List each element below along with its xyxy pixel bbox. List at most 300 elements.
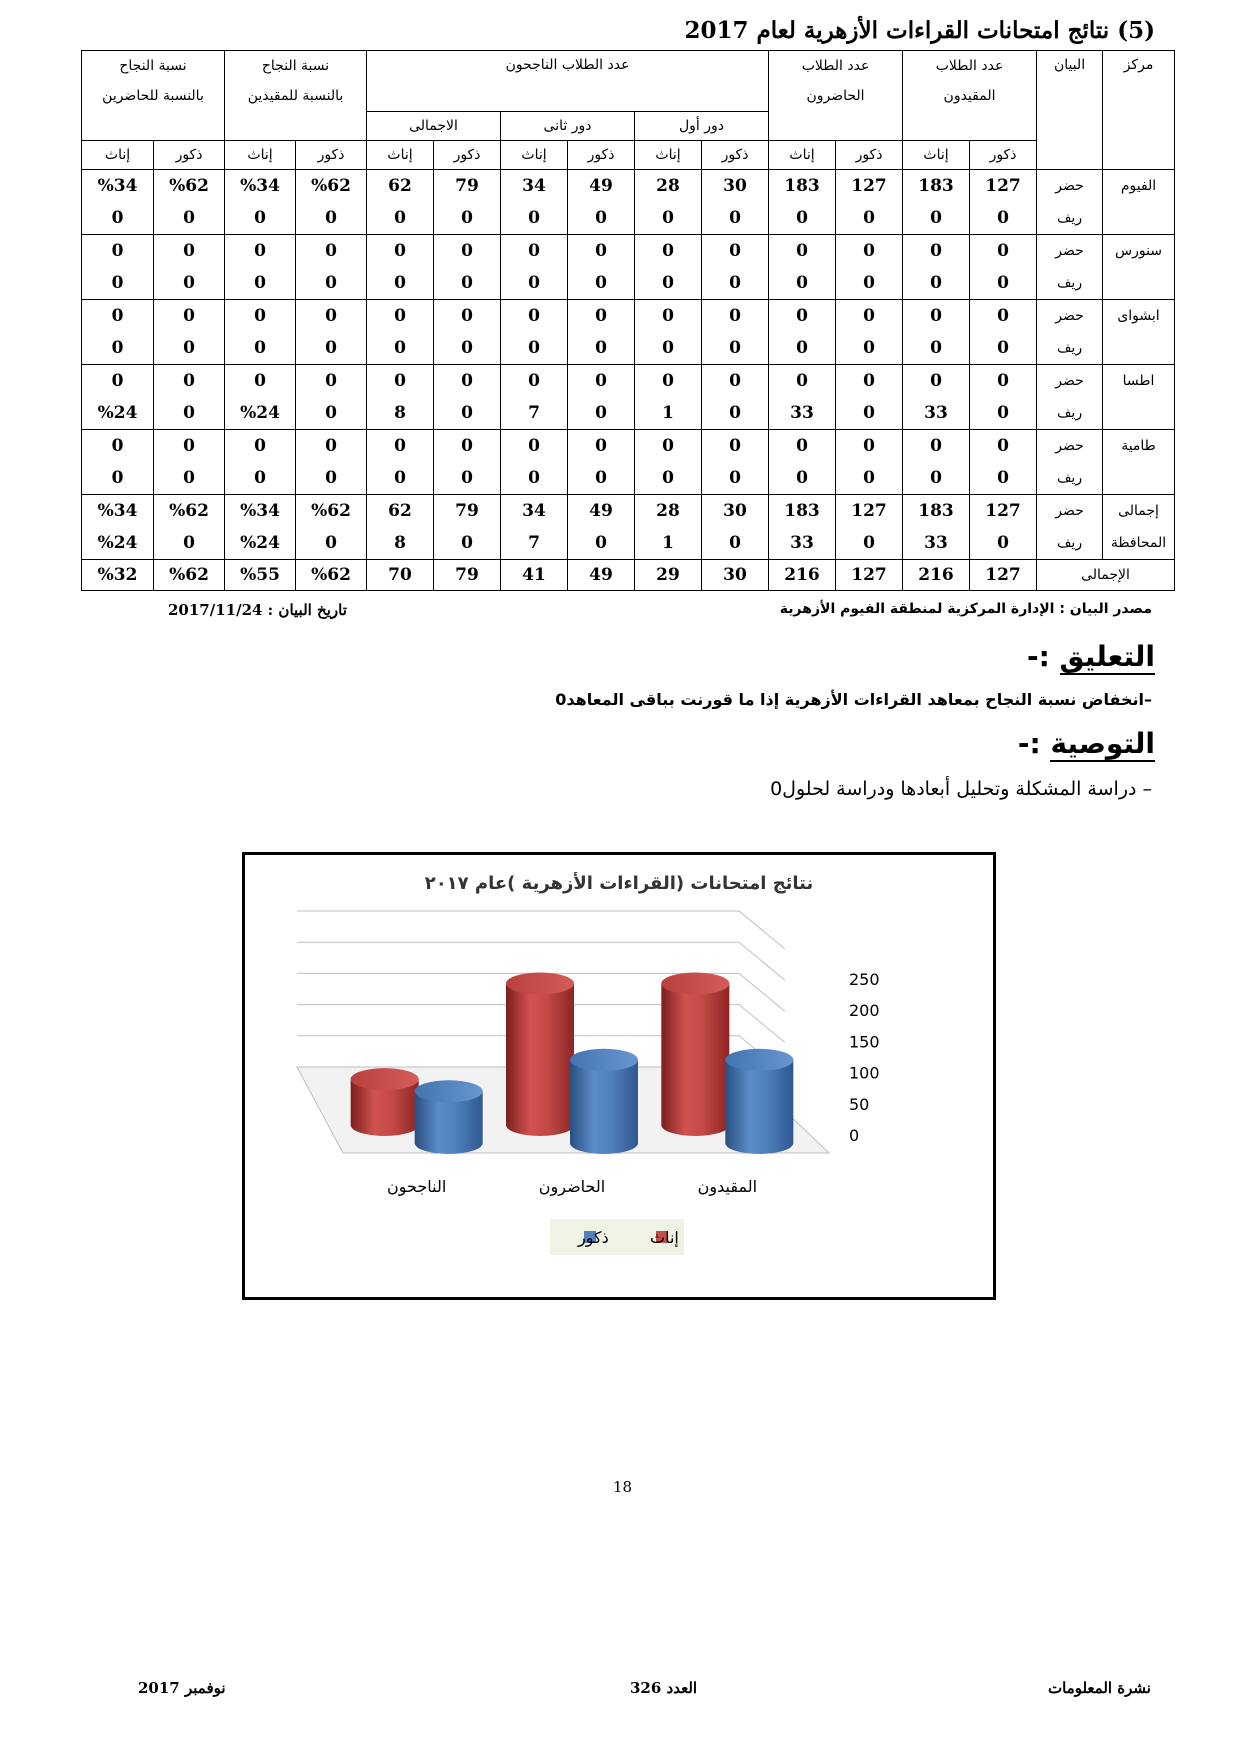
cell-value: 0 bbox=[662, 208, 674, 228]
cell-value: 0 bbox=[111, 306, 124, 326]
total-cell: 79 bbox=[434, 560, 501, 591]
cell-value: 0 bbox=[796, 468, 808, 488]
cell-value: 7 bbox=[528, 403, 540, 423]
table-cell bbox=[82, 170, 154, 235]
cell-value: 0 bbox=[595, 208, 607, 228]
table-cell bbox=[769, 170, 836, 235]
gender-header-male: ذكور bbox=[836, 141, 903, 170]
recommendation-heading bbox=[1018, 727, 1155, 760]
cell-value: 0 bbox=[863, 306, 875, 326]
table-cell bbox=[501, 365, 568, 430]
cell-value: 183 bbox=[784, 501, 820, 521]
cell-value: 0 bbox=[461, 208, 473, 228]
cell-value: 0 bbox=[461, 241, 473, 261]
cell-value: 0 bbox=[997, 208, 1009, 228]
area-type bbox=[1037, 495, 1103, 560]
table-cell bbox=[769, 495, 836, 560]
cell-value: 0 bbox=[111, 468, 124, 488]
table-cell bbox=[296, 300, 367, 365]
cell-value: 0 bbox=[662, 241, 674, 261]
cell-value: 0 bbox=[729, 436, 741, 456]
cell-value: 0 bbox=[662, 436, 674, 456]
center-name: طامية bbox=[1103, 430, 1175, 495]
comment-heading-suffix: :- bbox=[1026, 640, 1060, 673]
cell-value: 0 bbox=[461, 306, 473, 326]
table-cell bbox=[635, 300, 702, 365]
table-total-row bbox=[82, 560, 1175, 591]
header-dawr-thani: دور ثانى bbox=[501, 112, 635, 141]
cell-value: 0 bbox=[461, 436, 473, 456]
table-row bbox=[82, 365, 1175, 430]
table-cell bbox=[836, 365, 903, 430]
cell-value: 0 bbox=[595, 306, 607, 326]
cell-value: 0 bbox=[930, 436, 942, 456]
footer-issue: العدد 326 bbox=[630, 1679, 698, 1697]
cell-value: 0 bbox=[325, 436, 337, 456]
area-type bbox=[1037, 430, 1103, 495]
cell-value: 0 bbox=[183, 436, 195, 456]
cell-value: 8 bbox=[394, 533, 406, 553]
footer-bulletin: نشرة المعلومات bbox=[1047, 1679, 1151, 1697]
bar-female-0 bbox=[661, 972, 729, 1136]
cell-value: 0 bbox=[729, 338, 741, 358]
header-rate-muq-line1: نسبة النجاح bbox=[261, 58, 330, 74]
cell-value: 0 bbox=[595, 403, 607, 423]
table-cell bbox=[836, 170, 903, 235]
cell-value: 0 bbox=[930, 306, 942, 326]
cell-value: 183 bbox=[918, 176, 954, 196]
gender-header-female: إناث bbox=[769, 141, 836, 170]
legend-label: ذكور bbox=[578, 1228, 609, 1247]
area-type-label: حضر bbox=[1055, 243, 1084, 259]
table-cell bbox=[501, 430, 568, 495]
gender-header-male: ذكور bbox=[970, 141, 1037, 170]
cell-value: 0 bbox=[461, 533, 473, 553]
table-cell bbox=[702, 235, 769, 300]
cell-value: 0 bbox=[595, 338, 607, 358]
results-table bbox=[81, 50, 1175, 591]
cell-value: 0 bbox=[997, 403, 1009, 423]
table-cell bbox=[903, 495, 970, 560]
table-cell bbox=[635, 430, 702, 495]
total-label: الإجمالى bbox=[1037, 560, 1175, 591]
table-cell bbox=[154, 495, 225, 560]
table-cell bbox=[225, 300, 296, 365]
table-cell bbox=[903, 430, 970, 495]
cell-value: 79 bbox=[455, 176, 479, 196]
cell-value: 0 bbox=[796, 436, 808, 456]
cell-value: 183 bbox=[918, 501, 954, 521]
table-cell bbox=[82, 430, 154, 495]
table-cell bbox=[970, 235, 1037, 300]
cell-value: 79 bbox=[455, 501, 479, 521]
cell-value: 0 bbox=[254, 338, 266, 358]
cell-value: 0 bbox=[183, 468, 195, 488]
cell-value: 0 bbox=[394, 241, 406, 261]
cell-value: 33 bbox=[790, 403, 814, 423]
bar-top bbox=[661, 972, 729, 994]
total-cell: 70 bbox=[367, 560, 434, 591]
header-bayan: البيان bbox=[1037, 51, 1103, 170]
table-cell bbox=[434, 235, 501, 300]
cell-value: 30 bbox=[723, 176, 747, 196]
cell-value: 0 bbox=[796, 208, 808, 228]
chart-title: نتائج امتحانات (القراءات الأزهرية )عام ٢٠١٧ bbox=[424, 873, 814, 894]
table-cell bbox=[296, 430, 367, 495]
table-cell bbox=[225, 365, 296, 430]
table-cell bbox=[154, 170, 225, 235]
cell-value: 0 bbox=[325, 533, 337, 553]
bar-body bbox=[661, 983, 729, 1136]
cell-value: 1 bbox=[662, 533, 674, 553]
cell-value: 0 bbox=[997, 533, 1009, 553]
cell-value: 0 bbox=[111, 338, 124, 358]
cell-value: 0 bbox=[796, 338, 808, 358]
cell-value: 0 bbox=[325, 403, 337, 423]
chart-frame bbox=[242, 852, 996, 1300]
cell-value: 0 bbox=[394, 338, 406, 358]
cell-value: %34 bbox=[97, 176, 138, 196]
table-cell bbox=[836, 300, 903, 365]
table-cell bbox=[836, 495, 903, 560]
area-type-label: حضر bbox=[1055, 373, 1084, 389]
cell-value: 0 bbox=[729, 273, 741, 293]
total-cell: 29 bbox=[635, 560, 702, 591]
cell-value: 0 bbox=[325, 338, 337, 358]
table-cell bbox=[154, 365, 225, 430]
table-cell bbox=[903, 365, 970, 430]
cell-value: 0 bbox=[796, 306, 808, 326]
cell-value: 28 bbox=[656, 501, 680, 521]
cell-value: 0 bbox=[930, 338, 942, 358]
cell-value: %62 bbox=[169, 176, 209, 196]
chart-categories bbox=[387, 1177, 757, 1197]
cell-value: 0 bbox=[729, 306, 741, 326]
total-cell: 41 bbox=[501, 560, 568, 591]
center-name: سنورس bbox=[1103, 235, 1175, 300]
cell-value: 0 bbox=[662, 273, 674, 293]
comment-heading bbox=[1027, 640, 1155, 673]
cell-value: 0 bbox=[461, 468, 473, 488]
cell-value: 0 bbox=[111, 436, 124, 456]
page-title: (5) نتائج امتحانات القراءات الأزهرية لعام 2017 bbox=[684, 17, 1155, 44]
cell-value: 0 bbox=[394, 371, 406, 391]
cell-value: 0 bbox=[930, 241, 942, 261]
area-type bbox=[1037, 235, 1103, 300]
cell-value: 0 bbox=[863, 208, 875, 228]
cell-value: 0 bbox=[863, 533, 875, 553]
cell-value: 0 bbox=[183, 338, 195, 358]
total-cell: %62 bbox=[296, 560, 367, 591]
table-cell bbox=[702, 300, 769, 365]
table-cell bbox=[836, 235, 903, 300]
cell-value: 0 bbox=[729, 468, 741, 488]
cell-value: 0 bbox=[729, 403, 741, 423]
cell-value: 0 bbox=[111, 208, 124, 228]
area-type-label: حضر bbox=[1055, 178, 1084, 194]
cell-value: 0 bbox=[254, 208, 266, 228]
cell-value: 0 bbox=[183, 273, 195, 293]
gender-header-female: إناث bbox=[367, 141, 434, 170]
table-cell bbox=[225, 495, 296, 560]
gender-header-female: إناث bbox=[635, 141, 702, 170]
area-type-label: حضر bbox=[1055, 308, 1084, 324]
header-najihun: عدد الطلاب الناجحون bbox=[367, 51, 769, 112]
table-cell bbox=[501, 170, 568, 235]
y-tick-label: 0 bbox=[849, 1126, 860, 1145]
cell-value: 0 bbox=[997, 241, 1009, 261]
center-name-line: إجمالى bbox=[1118, 503, 1159, 519]
header-muqayyadun bbox=[903, 51, 1037, 141]
cell-value: 0 bbox=[729, 371, 741, 391]
cell-value: 0 bbox=[254, 436, 266, 456]
table-cell bbox=[225, 235, 296, 300]
cell-value: 0 bbox=[595, 371, 607, 391]
table-cell bbox=[568, 430, 635, 495]
total-cell: 30 bbox=[702, 560, 769, 591]
table-cell bbox=[82, 235, 154, 300]
cell-value: 33 bbox=[924, 533, 948, 553]
cell-value: 0 bbox=[595, 533, 607, 553]
cell-value: 0 bbox=[528, 436, 540, 456]
table-cell bbox=[434, 300, 501, 365]
cell-value: 0 bbox=[863, 403, 875, 423]
center-name: اطسا bbox=[1103, 365, 1175, 430]
area-type-label: ريف bbox=[1056, 340, 1083, 356]
area-type-label: ريف bbox=[1056, 405, 1083, 421]
area-type bbox=[1037, 170, 1103, 235]
y-tick-label: 250 bbox=[849, 970, 880, 989]
category-label: الحاضرون bbox=[538, 1177, 606, 1196]
total-cell: 127 bbox=[970, 560, 1037, 591]
center-name bbox=[1103, 495, 1175, 560]
cell-value: %62 bbox=[311, 176, 351, 196]
cell-value: 0 bbox=[863, 273, 875, 293]
cell-value: 0 bbox=[930, 208, 942, 228]
cell-value: 0 bbox=[394, 208, 406, 228]
cell-value: 0 bbox=[662, 371, 674, 391]
header-rate-had-line2: بالنسبة للحاضرين bbox=[102, 88, 204, 104]
footer-date: نوفمبر 2017 bbox=[138, 1679, 226, 1697]
cell-value: 0 bbox=[394, 306, 406, 326]
table-cell bbox=[154, 430, 225, 495]
cell-value: 0 bbox=[729, 208, 741, 228]
cell-value: 0 bbox=[325, 273, 337, 293]
table-cell bbox=[769, 300, 836, 365]
total-cell: 216 bbox=[903, 560, 970, 591]
table-cell bbox=[501, 235, 568, 300]
cell-value: 0 bbox=[325, 306, 337, 326]
cell-value: 62 bbox=[388, 176, 412, 196]
cell-value: 0 bbox=[183, 403, 195, 423]
y-tick-label: 100 bbox=[849, 1063, 880, 1083]
table-cell bbox=[970, 365, 1037, 430]
table-cell bbox=[225, 430, 296, 495]
cell-value: 0 bbox=[254, 371, 266, 391]
table-cell bbox=[367, 300, 434, 365]
cell-value: 0 bbox=[662, 338, 674, 358]
cell-value: %34 bbox=[240, 176, 280, 196]
table-cell bbox=[836, 430, 903, 495]
table-cell bbox=[769, 235, 836, 300]
table-cell bbox=[903, 235, 970, 300]
cell-value: %24 bbox=[240, 403, 280, 423]
cell-value: 0 bbox=[461, 338, 473, 358]
cell-value: 0 bbox=[528, 468, 540, 488]
cell-value: 0 bbox=[254, 468, 266, 488]
cell-value: 0 bbox=[729, 241, 741, 261]
header-markaz: مركز bbox=[1103, 51, 1175, 170]
area-type bbox=[1037, 300, 1103, 365]
cell-value: 0 bbox=[254, 306, 266, 326]
center-name: ابشواى bbox=[1103, 300, 1175, 365]
cell-value: 0 bbox=[997, 338, 1009, 358]
header-ijmali: الاجمالى bbox=[367, 112, 501, 141]
bar-top bbox=[506, 972, 574, 994]
y-tick-label: 150 bbox=[849, 1032, 880, 1052]
table-cell bbox=[434, 495, 501, 560]
cell-value: 49 bbox=[589, 501, 613, 521]
cell-value: 49 bbox=[589, 176, 613, 196]
data-source: مصدر البيان : الإدارة المركزية لمنطقة الفيوم الأزهرية bbox=[779, 601, 1152, 617]
area-type bbox=[1037, 365, 1103, 430]
table-cell bbox=[154, 235, 225, 300]
table-row bbox=[82, 495, 1175, 560]
header-rate-muqayyadin bbox=[225, 51, 367, 141]
cell-value: 0 bbox=[997, 436, 1009, 456]
total-cell: 216 bbox=[769, 560, 836, 591]
gridline bbox=[297, 911, 785, 949]
table-cell bbox=[702, 365, 769, 430]
cell-value: 0 bbox=[461, 273, 473, 293]
cell-value: 0 bbox=[394, 273, 406, 293]
center-name-line: المحافظة bbox=[1110, 535, 1167, 551]
gender-header-row bbox=[82, 141, 1175, 170]
cell-value: 0 bbox=[796, 241, 808, 261]
comment-text: –انخفاض نسبة النجاح بمعاهد القراءات الأزهرية إذا ما قورنت بباقى المعاهد0 bbox=[555, 690, 1152, 709]
cell-value: 127 bbox=[851, 176, 887, 196]
cell-value: 33 bbox=[790, 533, 814, 553]
area-type-label: ريف bbox=[1056, 275, 1083, 291]
table-cell bbox=[296, 495, 367, 560]
cell-value: 0 bbox=[595, 436, 607, 456]
table-cell bbox=[434, 365, 501, 430]
total-cell: %62 bbox=[154, 560, 225, 591]
table-cell bbox=[702, 495, 769, 560]
page-number: 18 bbox=[613, 1478, 633, 1496]
recommendation-text: – دراسة المشكلة وتحليل أبعادها ودراسة لحلول0 bbox=[770, 778, 1152, 800]
cell-value: 127 bbox=[851, 501, 887, 521]
gender-header-male: ذكور bbox=[702, 141, 769, 170]
table-cell bbox=[154, 300, 225, 365]
cell-value: %24 bbox=[240, 533, 280, 553]
gender-header-female: إناث bbox=[225, 141, 296, 170]
cell-value: 0 bbox=[528, 371, 540, 391]
table-cell bbox=[769, 365, 836, 430]
cell-value: 0 bbox=[461, 371, 473, 391]
y-tick-label: 50 bbox=[849, 1094, 870, 1114]
cell-value: 0 bbox=[183, 371, 195, 391]
cell-value: %34 bbox=[97, 501, 138, 521]
table-cell bbox=[296, 170, 367, 235]
cell-value: 34 bbox=[522, 176, 546, 196]
cell-value: 0 bbox=[863, 436, 875, 456]
bar-chart bbox=[245, 855, 993, 1297]
cell-value: 0 bbox=[595, 273, 607, 293]
table-cell bbox=[82, 300, 154, 365]
cell-value: 0 bbox=[183, 533, 195, 553]
chart-legend bbox=[550, 1219, 684, 1255]
table-row bbox=[82, 235, 1175, 300]
cell-value: 33 bbox=[924, 403, 948, 423]
table-cell bbox=[635, 235, 702, 300]
header-rate-had-line1: نسبة النجاح bbox=[119, 58, 187, 74]
cell-value: 28 bbox=[656, 176, 680, 196]
data-date: تاريخ البيان : 2017/11/24 bbox=[168, 601, 347, 619]
cell-value: 0 bbox=[325, 208, 337, 228]
gender-header-female: إناث bbox=[82, 141, 154, 170]
table-cell bbox=[82, 365, 154, 430]
table-cell bbox=[568, 495, 635, 560]
cell-value: %24 bbox=[97, 533, 138, 553]
table-cell bbox=[903, 300, 970, 365]
cell-value: 0 bbox=[528, 306, 540, 326]
cell-value: 0 bbox=[729, 533, 741, 553]
cell-value: 0 bbox=[662, 306, 674, 326]
cell-value: 127 bbox=[985, 501, 1021, 521]
cell-value: 7 bbox=[528, 533, 540, 553]
area-type-label: ريف bbox=[1056, 535, 1083, 551]
table-cell bbox=[568, 170, 635, 235]
gender-header-male: ذكور bbox=[568, 141, 635, 170]
cell-value: 1 bbox=[662, 403, 674, 423]
cell-value: 0 bbox=[394, 468, 406, 488]
gender-header-male: ذكور bbox=[154, 141, 225, 170]
table-cell bbox=[367, 235, 434, 300]
table-cell bbox=[702, 170, 769, 235]
table-cell bbox=[970, 495, 1037, 560]
table-cell bbox=[296, 365, 367, 430]
gender-header-male: ذكور bbox=[434, 141, 501, 170]
bar-body bbox=[725, 1060, 793, 1154]
area-type-label: حضر bbox=[1055, 503, 1084, 519]
cell-value: 0 bbox=[528, 241, 540, 261]
table-cell bbox=[635, 495, 702, 560]
header-hadirun bbox=[769, 51, 903, 141]
bar-female-1 bbox=[506, 972, 574, 1136]
cell-value: 0 bbox=[662, 468, 674, 488]
category-label: المقيدون bbox=[697, 1177, 758, 1196]
cell-value: 0 bbox=[997, 306, 1009, 326]
cell-value: 0 bbox=[796, 371, 808, 391]
center-name: الفيوم bbox=[1103, 170, 1175, 235]
cell-value: 0 bbox=[595, 241, 607, 261]
header-dawr-awwal: دور أول bbox=[635, 112, 769, 141]
legend-label: إناث bbox=[650, 1228, 679, 1247]
cell-value: 0 bbox=[930, 371, 942, 391]
total-cell: 127 bbox=[836, 560, 903, 591]
category-label: الناجحون bbox=[387, 1177, 447, 1196]
cell-value: 0 bbox=[796, 273, 808, 293]
total-cell: 49 bbox=[568, 560, 635, 591]
table-cell bbox=[769, 430, 836, 495]
table-cell bbox=[970, 300, 1037, 365]
table-row bbox=[82, 170, 1175, 235]
bar-male-0 bbox=[725, 1049, 793, 1154]
table-row bbox=[82, 300, 1175, 365]
cell-value: 0 bbox=[325, 371, 337, 391]
header-muqayyadun-line2: المقيدون bbox=[943, 88, 996, 104]
